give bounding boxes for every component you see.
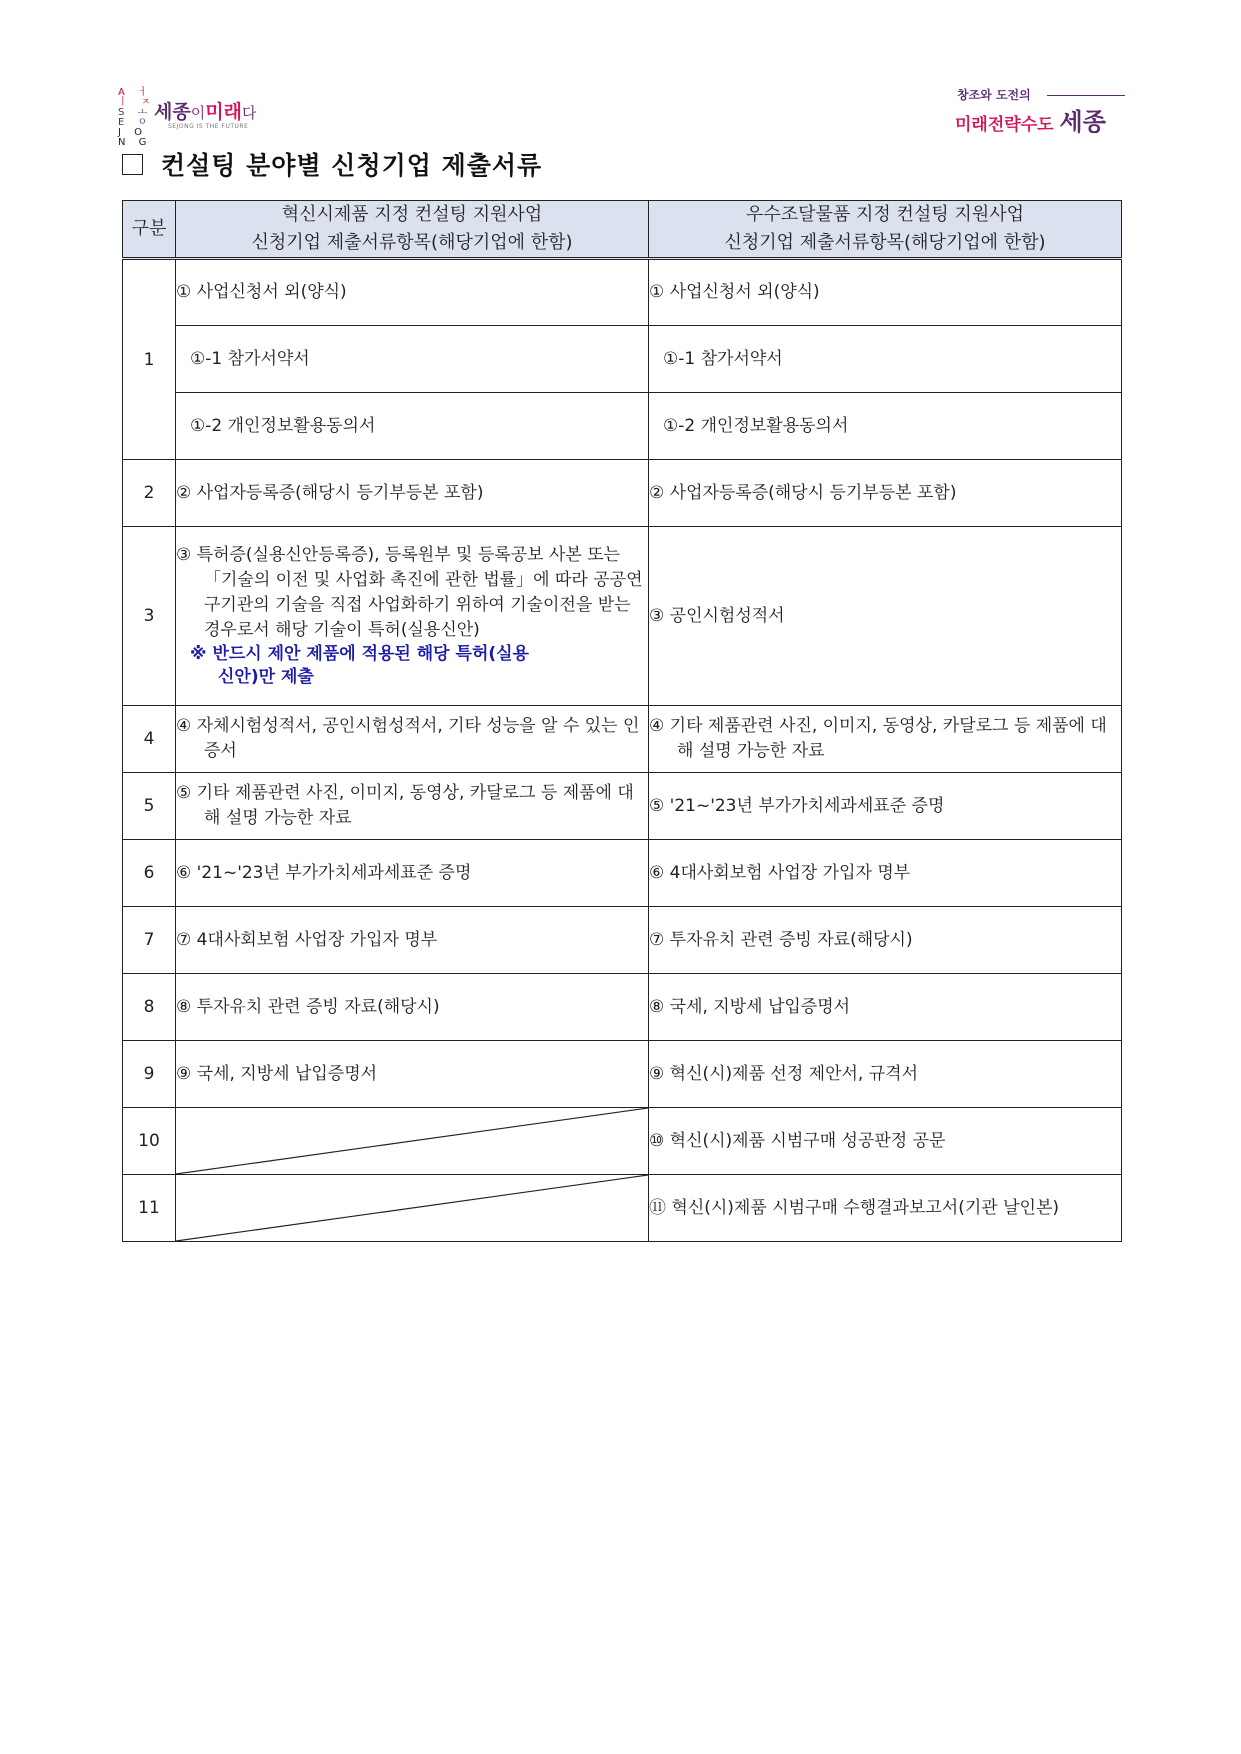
table-row — [123, 259, 1122, 326]
table-row — [123, 1175, 1122, 1242]
cell-innovation: ⑦ 4대사회보험 사업장 가입자 명부 — [176, 907, 649, 974]
cell-innovation: ④ 자체시험성적서, 공인시험성적서, 기타 성능을 알 수 있는 인증서 — [176, 706, 649, 773]
row-number: 10 — [123, 1108, 176, 1175]
cell-procurement: ③ 공인시험성적서 — [649, 527, 1122, 706]
header-procurement-column: 우수조달물품 지정 컨설팅 지원사업 신청기업 제출서류항목(해당기업에 한함) — [649, 201, 1122, 259]
sejong-city-logo — [955, 86, 1125, 140]
page-title: 컨설팅 분야별 신청기업 제출서류 — [122, 146, 542, 182]
logo-slogan: 세종이미래다 — [154, 101, 257, 123]
table-row — [123, 527, 1122, 706]
cell-procurement: ④ 기타 제품관련 사진, 이미지, 동영상, 카달로그 등 제품에 대해 설명 가능한 자료 — [649, 706, 1122, 773]
table-row — [123, 1108, 1122, 1175]
logo-right-main: 미래전략수도 세종 — [955, 108, 1106, 136]
row-number: 7 — [123, 907, 176, 974]
table-row — [123, 773, 1122, 840]
logo-right-tagline: 창조와 도전의 — [957, 88, 1031, 102]
checkbox-square-icon — [122, 154, 143, 175]
patent-note: ※ 반드시 제안 제품에 적용된 해당 특허(실용 신안)만 제출 — [190, 644, 529, 687]
cell-procurement: ①-2 개인정보활용동의서 — [649, 393, 1122, 460]
cell-procurement: ⑧ 국세, 지방세 납입증명서 — [649, 974, 1122, 1041]
cell-procurement: ⑪ 혁신(시)제품 시범구매 수행결과보고서(기관 날인본) — [649, 1175, 1122, 1242]
row-number: 2 — [123, 460, 176, 527]
row-number: 5 — [123, 773, 176, 840]
sejong-future-logo — [118, 87, 298, 148]
logo-english-sub: SEJONG IS THE FUTURE — [168, 123, 249, 130]
table-row — [123, 706, 1122, 773]
cell-procurement: ①-1 참가서약서 — [649, 326, 1122, 393]
logo-right-rule — [1047, 95, 1125, 96]
cell-procurement: ⑤ '21~'23년 부가가치세과세표준 증명 — [649, 773, 1122, 840]
cell-innovation: ③ 특허증(실용신안등록증), 등록원부 및 등록공보 사본 또는 「기술의 이전 및 사업화 촉진에 관한 법률」에 따라 공공연구기관의 기술을 직접 사업화하기 위하여 기술이전을 받는 경우로서 해당 기술이 특허(실용신안) ※ 반드시 제안 제품에 적용된 해당 특허(실용 신안)만 제출 — [176, 527, 649, 706]
cell-procurement: ⑩ 혁신(시)제품 시범구매 성공판정 공문 — [649, 1108, 1122, 1175]
row-number: 9 — [123, 1041, 176, 1108]
cell-innovation: ①-2 개인정보활용동의서 — [176, 393, 649, 460]
row-number: 1 — [123, 259, 176, 460]
table-row — [123, 840, 1122, 907]
cell-procurement: ⑥ 4대사회보험 사업장 가입자 명부 — [649, 840, 1122, 907]
cell-innovation: ⑤ 기타 제품관련 사진, 이미지, 동영상, 카달로그 등 제품에 대해 설명 가능한 자료 — [176, 773, 649, 840]
cell-innovation: ① 사업신청서 외(양식) — [176, 259, 649, 326]
logo-letter-grid: A ㅓ ㅣ ㅈ S ㅗ E ㅇ J O N G — [118, 87, 156, 148]
table-header-row — [123, 201, 1122, 259]
cell-procurement: ① 사업신청서 외(양식) — [649, 259, 1122, 326]
cell-innovation: ①-1 참가서약서 — [176, 326, 649, 393]
table-row — [123, 326, 1122, 393]
cell-innovation: ⑥ '21~'23년 부가가치세과세표준 증명 — [176, 840, 649, 907]
cell-procurement: ⑨ 혁신(시)제품 선정 제안서, 규격서 — [649, 1041, 1122, 1108]
row-number: 11 — [123, 1175, 176, 1242]
empty-cell-diagonal — [176, 1108, 649, 1175]
row-number: 3 — [123, 527, 176, 706]
header-gubun: 구분 — [123, 201, 176, 259]
table-row — [123, 907, 1122, 974]
cell-procurement: ⑦ 투자유치 관련 증빙 자료(해당시) — [649, 907, 1122, 974]
submission-documents-table — [122, 200, 1122, 1242]
row-number: 4 — [123, 706, 176, 773]
cell-procurement: ② 사업자등록증(해당시 등기부등본 포함) — [649, 460, 1122, 527]
page-header — [0, 0, 1241, 148]
table-row — [123, 460, 1122, 527]
row-number: 8 — [123, 974, 176, 1041]
row-number: 6 — [123, 840, 176, 907]
cell-innovation: ⑨ 국세, 지방세 납입증명서 — [176, 1041, 649, 1108]
table-row — [123, 393, 1122, 460]
cell-innovation: ⑧ 투자유치 관련 증빙 자료(해당시) — [176, 974, 649, 1041]
diagonal-line — [176, 1108, 648, 1174]
empty-cell-diagonal — [176, 1175, 649, 1242]
table-row — [123, 1041, 1122, 1108]
diagonal-line — [176, 1175, 648, 1241]
table-row — [123, 974, 1122, 1041]
header-innovation-column: 혁신시제품 지정 컨설팅 지원사업 신청기업 제출서류항목(해당기업에 한함) — [176, 201, 649, 259]
cell-innovation: ② 사업자등록증(해당시 등기부등본 포함) — [176, 460, 649, 527]
